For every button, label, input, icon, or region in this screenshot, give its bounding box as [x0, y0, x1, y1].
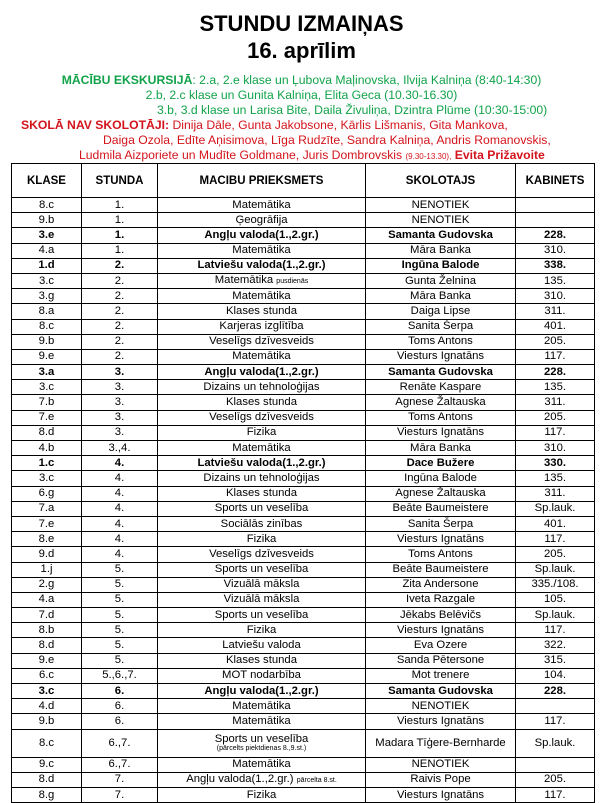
cell-stunda: 2. [82, 304, 158, 319]
cell-stunda: 6.,7. [82, 729, 158, 757]
excursion-line-1 [0, 73, 603, 89]
cell-kabinets [516, 757, 595, 772]
table-row [12, 198, 595, 213]
cell-prieksmets [158, 228, 366, 243]
cell-kabinets: 205. [516, 547, 595, 562]
table-row [12, 441, 595, 456]
subject-text: Matemātika [232, 244, 291, 257]
cell-stunda: 5. [82, 638, 158, 653]
table-row [12, 243, 595, 258]
subject-text: Angļu valoda(1.,2.gr.) [204, 228, 319, 241]
cell-kabinets: 311. [516, 395, 595, 410]
cell-kabinets: 205. [516, 772, 595, 787]
cell-stunda: 4. [82, 501, 158, 516]
cell-skolotajs: NENOTIEK [366, 757, 516, 772]
subject-text: Latviešu valoda(1.,2.gr.) [197, 259, 326, 272]
cell-prieksmets [158, 577, 366, 592]
table-header-row [12, 164, 595, 198]
cell-klase: 8.e [12, 532, 82, 547]
cell-prieksmets [158, 425, 366, 440]
cell-skolotajs: Samanta Gudovska [366, 365, 516, 380]
cell-kabinets: 311. [516, 304, 595, 319]
subject-text: Klases stunda [226, 487, 297, 500]
cell-prieksmets [158, 547, 366, 562]
table-row [12, 501, 595, 516]
cell-stunda: 1. [82, 198, 158, 213]
cell-klase: 2.g [12, 577, 82, 592]
cell-prieksmets [158, 334, 366, 349]
subject-text: Veselīgs dzīvesveids [209, 547, 314, 560]
cell-klase: 3.c [12, 471, 82, 486]
cell-kabinets: 117. [516, 787, 595, 802]
cell-prieksmets [158, 623, 366, 638]
table-row [12, 547, 595, 562]
cell-stunda: 3. [82, 410, 158, 425]
cell-stunda: 3. [82, 365, 158, 380]
cell-klase: 3.c [12, 273, 82, 288]
cell-skolotajs: Gunta Želnina [366, 273, 516, 288]
cell-prieksmets [158, 273, 366, 288]
cell-skolotajs: Zita Andersone [366, 577, 516, 592]
cell-skolotajs: Sanita Šerpa [366, 516, 516, 531]
subject-text: Sports un veselība [214, 608, 309, 621]
subject-text: Angļu valoda(1.,2.gr.) [186, 772, 294, 785]
cell-klase: 9.b [12, 334, 82, 349]
cell-prieksmets [158, 213, 366, 228]
subject-text: Sports un veselība [214, 563, 309, 576]
table-row [12, 213, 595, 228]
subject-text: Fizika [246, 426, 277, 439]
cell-prieksmets [158, 653, 366, 668]
subject-inline-note: pusdienās [276, 278, 309, 286]
cell-stunda: 3. [82, 425, 158, 440]
subject-text: Klases stunda [226, 396, 297, 409]
cell-klase: 7.a [12, 501, 82, 516]
cell-klase: 8.d [12, 772, 82, 787]
cell-klase: 3.c [12, 684, 82, 699]
cell-prieksmets [158, 501, 366, 516]
cell-skolotajs: Madara Tīģere-Bernharde [366, 729, 516, 757]
table-row [12, 334, 595, 349]
cell-stunda: 2. [82, 349, 158, 364]
cell-skolotajs: Viesturs Ignatāns [366, 623, 516, 638]
table-row [12, 516, 595, 531]
subject-text: Latviešu valoda(1.,2.gr.) [197, 456, 326, 469]
absent-bold-name: Evita Prižavoite [454, 148, 545, 162]
table-row [12, 425, 595, 440]
subject-text: Dizains un tehnoloģijas [203, 380, 320, 393]
cell-kabinets: 104. [516, 668, 595, 683]
cell-prieksmets [158, 787, 366, 802]
subject-text: Matemātika [232, 289, 291, 302]
cell-klase: 8.c [12, 729, 82, 757]
cell-prieksmets [158, 729, 366, 757]
cell-kabinets: 205. [516, 410, 595, 425]
table-row [12, 304, 595, 319]
cell-klase: 4.b [12, 441, 82, 456]
table-row [12, 380, 595, 395]
cell-skolotajs: Jēkabs Belēvičs [366, 608, 516, 623]
subject-text: Matemātika [232, 758, 291, 771]
cell-prieksmets [158, 592, 366, 607]
cell-skolotajs: Samanta Gudovska [366, 228, 516, 243]
cell-klase: 1.d [12, 258, 82, 273]
subject-text: MOT nodarbība [222, 669, 301, 682]
cell-skolotajs: Iveta Razgale [366, 592, 516, 607]
cell-kabinets [516, 198, 595, 213]
cell-klase: 9.b [12, 714, 82, 729]
subject-text: Latviešu valoda [222, 639, 301, 652]
subject-text: Dizains un tehnoloģijas [203, 471, 320, 484]
cell-stunda: 3. [82, 380, 158, 395]
cell-klase: 7.e [12, 410, 82, 425]
cell-prieksmets [158, 441, 366, 456]
cell-prieksmets [158, 486, 366, 501]
cell-stunda: 6. [82, 699, 158, 714]
table-row [12, 577, 595, 592]
excursion-label: MĀCĪBU EKSKURSIJĀ [61, 73, 193, 87]
excursion-line-3: 3.b, 3.d klase un Larisa Bite, Daila Živuliņa, Dzintra Plūme (10:30-15:00) [157, 103, 548, 117]
cell-skolotajs: Samanta Gudovska [366, 684, 516, 699]
cell-prieksmets [158, 638, 366, 653]
cell-stunda: 1. [82, 228, 158, 243]
excursion-text-1: : 2.a, 2.e klase un Ļubova Maļinovska, Ilvija Kalniņa (8:40-14:30) [192, 73, 542, 87]
cell-kabinets: 228. [516, 228, 595, 243]
cell-klase: 8.a [12, 304, 82, 319]
cell-prieksmets [158, 608, 366, 623]
cell-prieksmets [158, 684, 366, 699]
excursion-line-2: 2.b, 2.c klase un Gunita Kalniņa, Elita Geca (10.30-16.30) [145, 88, 458, 102]
subject-text: Matemātika [232, 350, 291, 363]
cell-klase: 7.b [12, 395, 82, 410]
cell-kabinets: 228. [516, 684, 595, 699]
cell-klase: 9.e [12, 349, 82, 364]
cell-stunda: 4. [82, 547, 158, 562]
cell-skolotajs: Toms Antons [366, 547, 516, 562]
cell-kabinets [516, 699, 595, 714]
cell-skolotajs: Eva Ozere [366, 638, 516, 653]
cell-prieksmets [158, 243, 366, 258]
subject-text: Matemātika [214, 274, 274, 287]
cell-stunda: 4. [82, 456, 158, 471]
cell-prieksmets [158, 410, 366, 425]
subject-text: Karjeras izglītība [219, 320, 304, 333]
cell-stunda: 2. [82, 273, 158, 288]
cell-prieksmets [158, 304, 366, 319]
subject-text: Matemātika [232, 441, 291, 454]
cell-skolotajs: Agnese Žaltauska [366, 395, 516, 410]
cell-klase: 9.c [12, 757, 82, 772]
cell-stunda: 2. [82, 258, 158, 273]
table-row [12, 714, 595, 729]
subject-text: Vizuālā māksla [223, 593, 300, 606]
table-row [12, 273, 595, 288]
absent-line-2: Daiga Ozola, Edīte Aņisimova, Līga Rudzīte, Sandra Kalniņa, Andris Romanovskis, [103, 133, 551, 147]
cell-kabinets: 105. [516, 592, 595, 607]
subject-text: Ģeogrāfija [235, 213, 288, 226]
cell-kabinets: Sp.lauk. [516, 729, 595, 757]
cell-prieksmets [158, 668, 366, 683]
table-row [12, 410, 595, 425]
cell-kabinets: 310. [516, 243, 595, 258]
cell-stunda: 5. [82, 608, 158, 623]
cell-kabinets: 310. [516, 441, 595, 456]
cell-klase: 8.c [12, 319, 82, 334]
table-body [12, 198, 595, 803]
table-row [12, 365, 595, 380]
cell-prieksmets [158, 714, 366, 729]
cell-stunda: 4. [82, 532, 158, 547]
table-row [12, 668, 595, 683]
cell-stunda: 1. [82, 213, 158, 228]
cell-skolotajs: Toms Antons [366, 410, 516, 425]
cell-prieksmets [158, 365, 366, 380]
subject-text: Veselīgs dzīvesveids [209, 335, 314, 348]
cell-stunda: 4. [82, 516, 158, 531]
cell-stunda: 6. [82, 684, 158, 699]
cell-stunda: 2. [82, 289, 158, 304]
cell-kabinets: 117. [516, 532, 595, 547]
cell-kabinets: 135. [516, 471, 595, 486]
cell-klase: 8.b [12, 623, 82, 638]
cell-kabinets: 117. [516, 425, 595, 440]
table-row [12, 638, 595, 653]
cell-skolotajs: NENOTIEK [366, 699, 516, 714]
cell-skolotajs: Beāte Baumeistere [366, 501, 516, 516]
cell-stunda: 2. [82, 319, 158, 334]
cell-prieksmets [158, 349, 366, 364]
cell-klase: 8.d [12, 638, 82, 653]
cell-kabinets: 135. [516, 273, 595, 288]
cell-prieksmets [158, 380, 366, 395]
table-row [12, 787, 595, 802]
cell-prieksmets [158, 471, 366, 486]
cell-skolotajs: Viesturs Ignatāns [366, 532, 516, 547]
table-row [12, 258, 595, 273]
subject-text: Matemātika [232, 699, 291, 712]
cell-skolotajs: Ingūna Balode [366, 258, 516, 273]
cell-kabinets: 338. [516, 258, 595, 273]
cell-stunda: 5.,6.,7. [82, 668, 158, 683]
cell-prieksmets [158, 319, 366, 334]
cell-prieksmets [158, 395, 366, 410]
cell-skolotajs: Māra Banka [366, 289, 516, 304]
cell-stunda: 5. [82, 562, 158, 577]
cell-skolotajs: NENOTIEK [366, 213, 516, 228]
cell-stunda: 5. [82, 577, 158, 592]
cell-stunda: 5. [82, 623, 158, 638]
cell-stunda: 3.,4. [82, 441, 158, 456]
cell-kabinets: Sp.lauk. [516, 608, 595, 623]
cell-kabinets: 401. [516, 516, 595, 531]
cell-stunda: 6. [82, 714, 158, 729]
subject-text: Klases stunda [226, 654, 297, 667]
cell-kabinets: 117. [516, 623, 595, 638]
cell-klase: 8.g [12, 787, 82, 802]
cell-prieksmets [158, 532, 366, 547]
cell-skolotajs: Sanita Šerpa [366, 319, 516, 334]
subject-text: Fizika [246, 532, 277, 545]
table-row [12, 532, 595, 547]
cell-kabinets: 228. [516, 365, 595, 380]
cell-klase: 3.a [12, 365, 82, 380]
cell-klase: 8.d [12, 425, 82, 440]
table-row [12, 729, 595, 757]
cell-klase: 4.a [12, 592, 82, 607]
subject-text: Klases stunda [226, 304, 297, 317]
cell-stunda: 3. [82, 395, 158, 410]
cell-kabinets: 315. [516, 653, 595, 668]
header-skolotajs: SKOLOTAJS [366, 164, 516, 198]
cell-prieksmets [158, 198, 366, 213]
cell-stunda: 6.,7. [82, 757, 158, 772]
subject-text: Fizika [246, 623, 277, 636]
cell-skolotajs: Māra Banka [366, 441, 516, 456]
table-row [12, 319, 595, 334]
cell-skolotajs: Renāte Kaspare [366, 380, 516, 395]
cell-skolotajs: Raivis Pope [366, 772, 516, 787]
cell-stunda: 5. [82, 592, 158, 607]
cell-kabinets [516, 213, 595, 228]
cell-kabinets: 401. [516, 319, 595, 334]
table-row [12, 592, 595, 607]
cell-kabinets: 310. [516, 289, 595, 304]
cell-kabinets: 330. [516, 456, 595, 471]
cell-skolotajs: Ingūna Balode [366, 471, 516, 486]
cell-skolotajs: Māra Banka [366, 243, 516, 258]
table-row [12, 289, 595, 304]
header-stunda: STUNDA [82, 164, 158, 198]
header-kabinets: KABINETS [516, 164, 595, 198]
subject-text: Sociālās zinības [220, 517, 303, 530]
header-klase: KLASE [12, 164, 82, 198]
cell-prieksmets [158, 456, 366, 471]
cell-stunda: 7. [82, 787, 158, 802]
subject-text: Vizuālā māksla [223, 578, 300, 591]
absent-text-3: Ludmila Aizporiete un Mudīte Goldmane, Juris Dombrovskis [79, 148, 403, 162]
cell-klase: 9.d [12, 547, 82, 562]
subject-text: Angļu valoda(1.,2.gr.) [204, 684, 319, 697]
subject-text: Angļu valoda(1.,2.gr.) [204, 365, 319, 378]
absent-time: (9.30-13.30), [405, 152, 452, 161]
page-title: STUNDU IZMAIŅAS [199, 11, 404, 36]
cell-klase: 8.c [12, 198, 82, 213]
table-row [12, 486, 595, 501]
cell-skolotajs: Mot trenere [366, 668, 516, 683]
cell-klase: 6.g [12, 486, 82, 501]
cell-skolotajs: Viesturs Ignatāns [366, 425, 516, 440]
cell-prieksmets [158, 757, 366, 772]
table-row [12, 623, 595, 638]
cell-stunda: 4. [82, 471, 158, 486]
subject-text: Sports un veselība [214, 732, 309, 745]
page-subtitle: 16. aprīlim [247, 38, 356, 63]
schedule-table [11, 163, 595, 803]
cell-kabinets: Sp.lauk. [516, 562, 595, 577]
cell-klase: 1.c [12, 456, 82, 471]
subject-text: Sports un veselība [214, 502, 309, 515]
table-row [12, 772, 595, 787]
cell-prieksmets [158, 772, 366, 787]
table-row [12, 228, 595, 243]
cell-prieksmets [158, 562, 366, 577]
cell-klase: 7.d [12, 608, 82, 623]
table-row [12, 349, 595, 364]
cell-kabinets: 205. [516, 334, 595, 349]
cell-skolotajs: Toms Antons [366, 334, 516, 349]
cell-prieksmets [158, 699, 366, 714]
cell-prieksmets [158, 516, 366, 531]
table-row [12, 653, 595, 668]
absent-label: SKOLĀ NAV SKOLOTĀJI: [21, 118, 170, 132]
cell-kabinets: Sp.lauk. [516, 501, 595, 516]
table-row [12, 562, 595, 577]
subject-note: (pārcelts piektdienas 8.,9.st.) [216, 744, 307, 752]
cell-skolotajs: Sanda Pētersone [366, 653, 516, 668]
cell-stunda: 4. [82, 486, 158, 501]
cell-skolotajs: Viesturs Ignatāns [366, 349, 516, 364]
cell-klase: 3.e [12, 228, 82, 243]
cell-kabinets: 311. [516, 486, 595, 501]
table-row [12, 757, 595, 772]
cell-skolotajs: Daiga Lipse [366, 304, 516, 319]
cell-stunda: 1. [82, 243, 158, 258]
subject-inline-note: pārcelta 8.st. [296, 776, 337, 784]
cell-klase: 3.g [12, 289, 82, 304]
cell-klase: 4.d [12, 699, 82, 714]
cell-prieksmets [158, 258, 366, 273]
table-row [12, 456, 595, 471]
cell-klase: 7.e [12, 516, 82, 531]
subject-text: Veselīgs dzīvesveids [209, 411, 314, 424]
table-row [12, 608, 595, 623]
absent-text-1: Dinija Dāle, Gunta Jakobsone, Kārlis Lišmanis, Gita Mankova, [172, 118, 508, 132]
header-prieksmets: MACIBU PRIEKSMETS [158, 164, 366, 198]
cell-klase: 1.j [12, 562, 82, 577]
cell-kabinets: 135. [516, 380, 595, 395]
cell-skolotajs: NENOTIEK [366, 198, 516, 213]
cell-skolotajs: Dace Bužere [366, 456, 516, 471]
cell-skolotajs: Agnese Žaltauska [366, 486, 516, 501]
absent-line-1 [21, 118, 508, 134]
cell-stunda: 7. [82, 772, 158, 787]
subject-text: Fizika [246, 788, 277, 801]
table-row [12, 684, 595, 699]
cell-skolotajs: Viesturs Ignatāns [366, 787, 516, 802]
table-row [12, 699, 595, 714]
cell-kabinets: 335./108. [516, 577, 595, 592]
cell-stunda: 2. [82, 334, 158, 349]
cell-skolotajs: Beāte Baumeistere [366, 562, 516, 577]
cell-klase: 9.b [12, 213, 82, 228]
cell-skolotajs: Viesturs Ignatāns [366, 714, 516, 729]
table-row [12, 471, 595, 486]
cell-kabinets: 322. [516, 638, 595, 653]
subject-text: Matemātika [232, 198, 291, 211]
subject-text: Matemātika [232, 714, 291, 727]
cell-klase: 9.e [12, 653, 82, 668]
cell-prieksmets [158, 289, 366, 304]
cell-klase: 6.c [12, 668, 82, 683]
cell-stunda: 5. [82, 653, 158, 668]
cell-klase: 4.a [12, 243, 82, 258]
cell-klase: 3.c [12, 380, 82, 395]
table-row [12, 395, 595, 410]
cell-kabinets: 117. [516, 349, 595, 364]
cell-kabinets: 117. [516, 714, 595, 729]
